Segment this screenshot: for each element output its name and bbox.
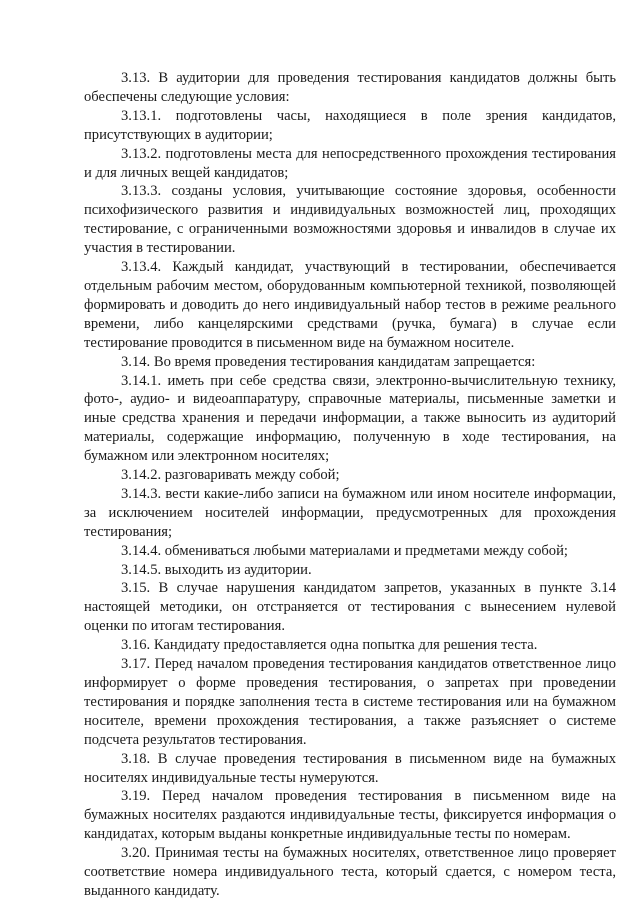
paragraph-3-19: 3.19. Перед началом проведения тестирования в письменном виде на бумажных носителях раздаются индивидуальные тесты, фиксируется информация о кандидатах, которым выданы конкретные индивидуальные тесты по номерам. [84,788,616,843]
paragraph-3-13-1: 3.13.1. подготовлены часы, находящиеся в поле зрения кандидатов, присутствующих в аудитории; [84,107,616,143]
paragraph-3-13-4: 3.13.4. Каждый кандидат, участвующий в тестировании, обеспечивается отдельным рабочим местом, оборудованным компьютерной техникой, позволяющей формировать и доводить до него индивидуальный набор тестов в режиме реального времени, либо канцелярскими средствами (ручка, бумага) в случае если тестирование проводится в письменном виде на бумажном носителе. [84,259,616,351]
paragraph-3-15: 3.15. В случае нарушения кандидатом запретов, указанных в пункте 3.14 настоящей методики, он отстраняется от тестирования с вынесением нулевой оценки по итогам тестирования. [84,580,616,635]
document-body [84,69,616,901]
paragraph-3-14-3: 3.14.3. вести какие-либо записи на бумажном или ином носителе информации, за исключением носителей информации, предусмотренных для прохождения тестирования; [84,485,616,540]
paragraph-3-17: 3.17. Перед началом проведения тестирования кандидатов ответственное лицо информирует о форме проведения тестирования, о запретах при проведении тестирования и порядке заполнения теста в системе тестирования или на бумажном носителе, времени прохождения тестирования, а также разъясняет о системе подсчета результатов тестирования. [84,656,616,748]
paragraph-3-13-3: 3.13.3. созданы условия, учитывающие состояние здоровья, особенности психофизического развития и индивидуальных возможностей лиц, проходящих тестирование, с ограниченными возможностями здоровья и инвалидов в случае их участия в тестировании. [84,183,616,257]
paragraph-3-14: 3.14. Во время проведения тестирования кандидатам запрещается: [121,353,536,370]
paragraph-3-14-4: 3.14.4. обмениваться любыми материалами и предметами между собой; [121,542,568,559]
paragraph-3-13: 3.13. В аудитории для проведения тестирования кандидатов должны быть обеспечены следующие условия: [84,70,616,105]
paragraph-3-18: 3.18. В случае проведения тестирования в письменном виде на бумажных носителях индивидуальные тесты нумеруются. [84,750,616,786]
paragraph-3-16: 3.16. Кандидату предоставляется одна попытка для решения теста. [121,637,538,654]
paragraph-3-14-5: 3.14.5. выходить из аудитории. [121,561,312,578]
paragraph-3-20: 3.20. Принимая тесты на бумажных носителях, ответственное лицо проверяет соответствие номера индивидуального теста, который сдается, с номером теста, выданного кандидату. [84,845,616,899]
paragraph-3-14-2: 3.14.2. разговаривать между собой; [121,467,340,484]
paragraph-3-14-1: 3.14.1. иметь при себе средства связи, электронно-вычислительную технику, фото-, аудио- и видеоаппаратуру, справочные материалы, письменные заметки и иные средства хранения и передачи информации, а также выносить из аудиторий материалы, содержащие информацию, полученную в ходе тестирования, на бумажном или электронном носителях; [84,372,616,465]
paragraph-3-13-2: 3.13.2. подготовлены места для непосредственного прохождения тестирования и для личных вещей кандидатов; [84,145,616,181]
